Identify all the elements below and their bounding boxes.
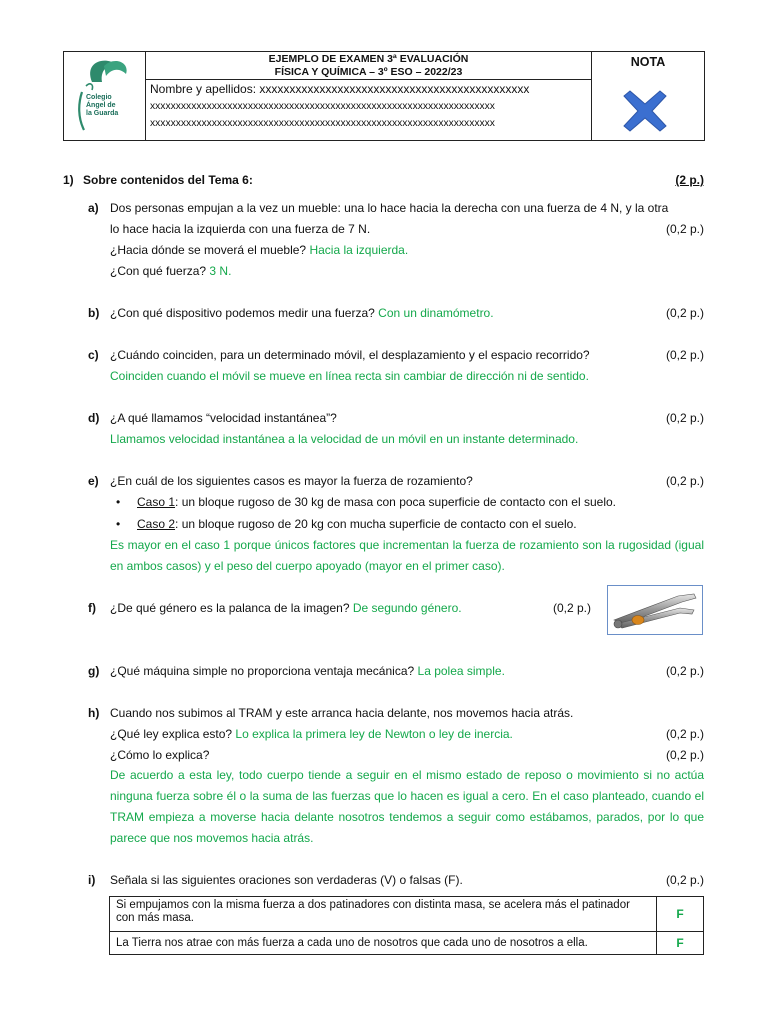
question-c-points: (0,2 p.) (665, 348, 704, 362)
bullet-icon: • (116, 495, 121, 509)
nota-label: NOTA (630, 55, 666, 69)
question-c-label: c) (88, 348, 99, 362)
question-i-points: (0,2 p.) (665, 873, 704, 887)
question-c-text: ¿Cuándo coinciden, para un determinado móvil, el desplazamiento y el espacio recorrido? (110, 348, 590, 362)
logo-line-1: Colegio (86, 94, 112, 101)
question-h-q2: ¿Cómo lo explica? (110, 748, 210, 762)
question-h-label: h) (88, 706, 100, 720)
nutcracker-image (607, 585, 703, 635)
answer-c: Coinciden cuando el móvil se mueve en línea recta sin cambiar de dirección ni de sentido. (110, 369, 589, 383)
question-d-points: (0,2 p.) (665, 411, 704, 425)
question-f-label: f) (88, 601, 96, 615)
exam-title-line-1: EJEMPLO DE EXAMEN 3ª EVALUACIÓN (268, 53, 469, 65)
question-a-text-1: Dos personas empujan a la vez un mueble: una lo hace hacia la derecha con una fuerza de 4 N, y la otra (110, 201, 669, 215)
question-b-points: (0,2 p.) (665, 306, 704, 320)
question-f-text: ¿De qué género es la palanca de la imagen? (110, 601, 350, 615)
section-number: 1) (63, 173, 74, 187)
question-h-points-1: (0,2 p.) (665, 727, 704, 741)
question-g-label: g) (88, 664, 100, 678)
question-g (110, 664, 505, 679)
question-h-points-2: (0,2 p.) (665, 748, 704, 762)
statement-cell: Si empujamos con la misma fuerza a dos patinadores con distinta masa, se acelera más el patinador con más masa. (110, 897, 657, 932)
name-line-3: xxxxxxxxxxxxxxxxxxxxxxxxxxxxxxxxxxxxxxxxxxxxxxxxxxxxxxxxxxxxxxxxxxx (150, 118, 495, 129)
question-h-q1-text: ¿Qué ley explica esto? (110, 727, 233, 741)
case-2-label: Caso 2 (137, 517, 176, 531)
logo-line-3: la Guarda (86, 110, 119, 117)
question-a-text-2: lo hace hacia la izquierda con una fuerza de 7 N. (110, 222, 371, 236)
answer-h1: Lo explica la primera ley de Newton o ley de inercia. (235, 727, 513, 741)
question-a-q2-text: ¿Con qué fuerza? (110, 264, 207, 278)
answer-cell: F (657, 897, 704, 932)
question-f (110, 601, 462, 616)
bullet-icon: • (116, 517, 121, 531)
name-line-2: xxxxxxxxxxxxxxxxxxxxxxxxxxxxxxxxxxxxxxxxxxxxxxxxxxxxxxxxxxxxxxxxxxx (150, 101, 495, 112)
answer-e: Es mayor en el caso 1 porque únicos factores que incrementan la fuerza de rozamiento son la rugosidad (igual en ambos casos) y el peso del cuerpo apoyado (mayor en el primer caso). (110, 538, 704, 573)
question-a-points: (0,2 p.) (665, 222, 704, 236)
question-i-label: i) (88, 873, 96, 887)
question-d-text: ¿A qué llamamos “velocidad instantánea”? (110, 411, 337, 425)
statement-cell: La Tierra nos atrae con más fuerza a cada uno de nosotros que cada uno de nosotros a ella. (110, 932, 657, 955)
question-e-points: (0,2 p.) (665, 474, 704, 488)
question-a-q1-text: ¿Hacia dónde se moverá el mueble? (110, 243, 307, 257)
question-b-label: b) (88, 306, 100, 320)
nutcracker-icon (608, 586, 702, 634)
question-g-text: ¿Qué máquina simple no proporciona ventaja mecánica? (110, 664, 415, 678)
question-a-label: a) (88, 201, 99, 215)
exam-title-line-2: FÍSICA Y QUÍMICA – 3º ESO – 2022/23 (274, 66, 463, 78)
question-h-q1 (110, 727, 513, 742)
answer-a1: Hacia la izquierda. (309, 243, 409, 257)
question-b (110, 306, 494, 321)
case-1-text: : un bloque rugoso de 30 kg de masa con poca superficie de contacto con el suelo. (175, 495, 616, 509)
question-h-intro: Cuando nos subimos al TRAM y este arranca hacia delante, nos movemos hacia atrás. (110, 706, 574, 720)
true-false-table (109, 896, 704, 955)
answer-f: De segundo género. (352, 601, 462, 615)
question-a-q2 (110, 264, 231, 279)
answer-cell: F (657, 932, 704, 955)
answer-g: La polea simple. (417, 664, 505, 678)
answer-d: Llamamos velocidad instantánea a la velocidad de un móvil en un instante determinado. (110, 432, 579, 446)
case-1-label: Caso 1 (137, 495, 176, 509)
section-points: (2 p.) (675, 173, 704, 187)
question-g-points: (0,2 p.) (665, 664, 704, 678)
question-e-text: ¿En cuál de los siguientes casos es mayor la fuerza de rozamiento? (110, 474, 473, 488)
table-row (110, 897, 704, 932)
logo-line-2: Ángel de (86, 102, 116, 109)
answer-h2: De acuerdo a esta ley, todo cuerpo tiende a seguir en el mismo estado de reposo o movimiento si no actúa ninguna fuerza sobre él o la suma de las fuerzas que lo hacen es igual a cero. En el caso planteado, cuando el TRAM empieza a moverse hacia delante nosotros tendemos a seguir como estábamos, parados, por lo que parece que nos movemos hacia atrás. (110, 768, 704, 845)
question-f-points: (0,2 p.) (553, 601, 592, 615)
section-title: Sobre contenidos del Tema 6: (83, 173, 253, 187)
question-b-text: ¿Con qué dispositivo podemos medir una fuerza? (110, 306, 375, 320)
question-d-label: d) (88, 411, 100, 425)
answer-b: Con un dinamómetro. (378, 306, 494, 320)
case-2 (137, 517, 577, 532)
case-1 (137, 495, 616, 510)
table-row (110, 932, 704, 955)
answer-a2: 3 N. (209, 264, 232, 278)
question-i-text: Señala si las siguientes oraciones son verdaderas (V) o falsas (F). (110, 873, 463, 887)
case-2-text: : un bloque rugoso de 20 kg con mucha superficie de contacto con el suelo. (175, 517, 577, 531)
question-a-q1 (110, 243, 408, 258)
question-e-label: e) (88, 474, 99, 488)
name-line-1: Nombre y apellidos: xxxxxxxxxxxxxxxxxxxxxxxxxxxxxxxxxxxxxxxxxxxxx (150, 82, 530, 96)
